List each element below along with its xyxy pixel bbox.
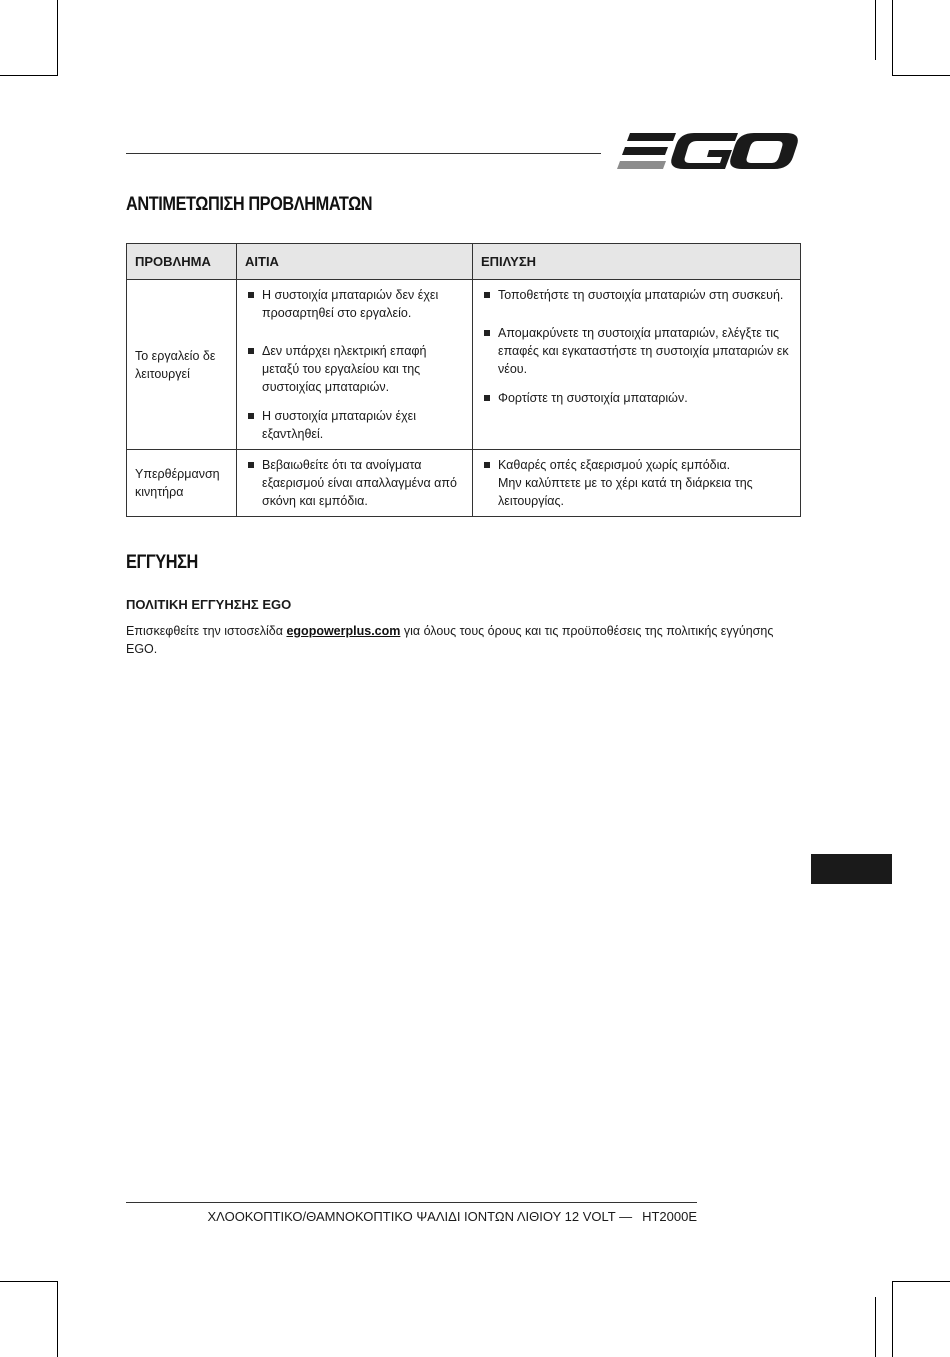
problem-cell: Το εργαλείο δε λειτουργεί bbox=[127, 280, 237, 450]
crop-mark-top-right-vertical-2 bbox=[892, 0, 893, 76]
cause-cell bbox=[237, 450, 473, 517]
table-row bbox=[127, 450, 801, 517]
header-rule bbox=[126, 153, 601, 154]
crop-mark-bottom-left-horizontal bbox=[0, 1281, 58, 1282]
warranty-text-before: Επισκεφθείτε την ιστοσελίδα bbox=[126, 624, 287, 638]
cause-cell bbox=[237, 280, 473, 450]
cause-item: Δεν υπάρχει ηλεκτρική επαφή μεταξύ του εργαλείου και της συστοιχίας μπαταριών. bbox=[245, 342, 464, 396]
warranty-link[interactable]: egopowerplus.com bbox=[286, 624, 401, 638]
footer-product-name: ΧΛΟΟΚΟΠΤΙΚΟ/ΘΑΜΝΟΚΟΠΤΙΚΟ ΨΑΛΙΔΙ ΙΟΝΤΩΝ ΛΙΘΙΟΥ 12 VOLT — bbox=[207, 1209, 633, 1224]
crop-mark-top-right-horizontal bbox=[892, 75, 950, 76]
table-row bbox=[127, 280, 801, 450]
cause-item: Η συστοιχία μπαταριών έχει εξαντληθεί. bbox=[245, 407, 464, 443]
crop-mark-top-left-horizontal bbox=[0, 75, 58, 76]
language-tab-marker bbox=[811, 854, 892, 884]
logo-g bbox=[671, 133, 738, 169]
troubleshooting-table bbox=[126, 243, 801, 517]
problem-cell: Υπερθέρμανση κινητήρα bbox=[127, 450, 237, 517]
solution-item: Απομακρύνετε τη συστοιχία μπαταριών, ελέγξτε τις επαφές και εγκαταστήστε τη συστοιχία μπαταριών εκ νέου. bbox=[481, 324, 792, 378]
logo-e-bar-mid bbox=[622, 147, 668, 155]
ego-logo bbox=[616, 130, 800, 174]
footer bbox=[208, 1209, 698, 1224]
solution-cell bbox=[473, 280, 801, 450]
logo-o bbox=[730, 133, 798, 169]
warranty-text bbox=[126, 622, 796, 658]
solution-line: Καθαρές οπές εξαερισμού χωρίς εμπόδια. bbox=[498, 458, 731, 472]
crop-mark-bottom-right-vertical bbox=[892, 1281, 893, 1357]
crop-mark-bottom-left-vertical bbox=[57, 1281, 58, 1357]
footer-model-number: HT2000E bbox=[642, 1209, 697, 1224]
cause-item: Βεβαιωθείτε ότι τα ανοίγματα εξαερισμού είναι απαλλαγμένα από σκόνη και εμπόδια. bbox=[245, 456, 464, 510]
solution-line: Μην καλύπτετε με το χέρι κατά τη διάρκεια της λειτουργίας. bbox=[498, 476, 753, 508]
solution-item: Τοποθετήστε τη συστοιχία μπαταριών στη συσκευή. bbox=[481, 286, 792, 304]
crop-mark-top-right-vertical bbox=[875, 0, 876, 60]
crop-mark-bottom-right-horizontal bbox=[892, 1281, 950, 1282]
column-header-cause: ΑΙΤΙΑ bbox=[237, 244, 473, 280]
logo-e-bar-bottom bbox=[617, 161, 666, 169]
warranty-title: ΕΓΓΥΗΣΗ bbox=[126, 552, 198, 573]
logo-e-bar-top bbox=[627, 133, 676, 141]
crop-mark-top-left-vertical bbox=[57, 0, 58, 76]
footer-rule bbox=[126, 1202, 697, 1203]
troubleshooting-title: ΑΝΤΙΜΕΤΩΠΙΣΗ ΠΡΟΒΛΗΜΑΤΩΝ bbox=[126, 194, 373, 215]
solution-cell bbox=[473, 450, 801, 517]
solution-item bbox=[481, 456, 792, 510]
column-header-problem: ΠΡΟΒΛΗΜΑ bbox=[127, 244, 237, 280]
solution-item: Φορτίστε τη συστοιχία μπαταριών. bbox=[481, 389, 792, 407]
table-header-row bbox=[127, 244, 801, 280]
column-header-solution: ΕΠΙΛΥΣΗ bbox=[473, 244, 801, 280]
warranty-text-after: για όλους τους όρους και τις προϋποθέσεις της πολιτικής εγγύησης EGO. bbox=[126, 624, 774, 656]
crop-mark-bottom-right-vertical-2 bbox=[875, 1297, 876, 1357]
warranty-policy-subtitle: ΠΟΛΙΤΙΚΗ ΕΓΓΥΗΣΗΣ EGO bbox=[126, 597, 292, 612]
cause-item: Η συστοιχία μπαταριών δεν έχει προσαρτηθεί στο εργαλείο. bbox=[245, 286, 464, 322]
